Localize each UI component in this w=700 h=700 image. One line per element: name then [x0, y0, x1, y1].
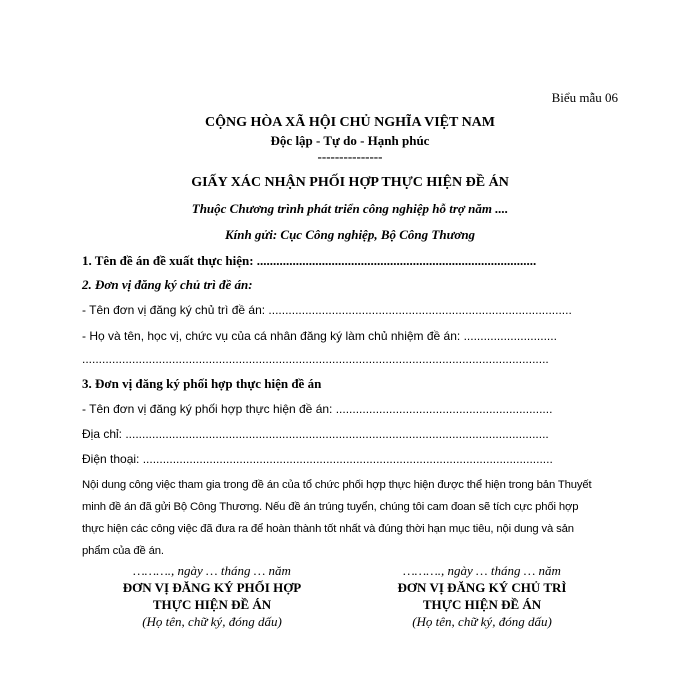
lead-unit-heading: 2. Đơn vị đăng ký chủ trì đề án:: [82, 277, 253, 292]
signature-title: ĐƠN VỊ ĐĂNG KÝ CHỦ TRÌ: [397, 580, 567, 595]
coop-unit-heading: 3. Đơn vị đăng ký phối hợp thực hiện đề án: [82, 376, 322, 391]
document-subtitle: Thuộc Chương trình phát triển công nghiệp hỗ trợ năm ....: [191, 201, 509, 216]
phone-field: Điện thoại: ...........................................................................................................................: [82, 452, 553, 466]
signature-title: THỰC HIỆN ĐỀ ÁN: [422, 597, 542, 612]
project-manager-field: - Họ và tên, học vị, chức vụ của cá nhân đăng ký làm chủ nhiệm đề án: ............................: [82, 329, 557, 343]
document-title: GIẤY XÁC NHẬN PHỐI HỢP THỰC HIỆN ĐỀ ÁN: [191, 175, 509, 190]
recipient-line: Kính gửi: Cục Công nghiệp, Bộ Công Thương: [224, 227, 476, 242]
lead-unit-name-field: - Tên đơn vị đăng ký chủ trì đề án: ...........................................................................................: [82, 303, 572, 317]
commitment-line: minh đề án đã gửi Bộ Công Thương. Nếu đề án trúng tuyển, chúng tôi cam đoan sẽ tích cực phối hợp: [82, 501, 579, 513]
signature-date: ………., ngày … tháng … năm: [133, 563, 291, 578]
commitment-line: phẩm của đề án.: [82, 545, 164, 557]
commitment-paragraph: [82, 474, 618, 562]
national-motto: Độc lập - Tự do - Hạnh phúc: [270, 133, 430, 148]
signature-title: THỰC HIỆN ĐỀ ÁN: [152, 597, 272, 612]
signature-note: (Họ tên, chữ ký, đóng dấu): [142, 614, 282, 629]
coop-unit-name-field: - Tên đơn vị đăng ký phối hợp thực hiện đề án: .................................................................: [82, 402, 553, 416]
address-field: Địa chỉ: ...............................................................................................................................: [82, 427, 549, 441]
lead-unit-signature-block: [352, 562, 612, 630]
signature-date: ………., ngày … tháng … năm: [403, 563, 561, 578]
commitment-line: thực hiện các công việc đã đưa ra để hoàn thành tốt nhất và đúng thời hạn mục tiêu, nội dung và sản: [82, 523, 574, 535]
project-name-field: 1. Tên đề án đề xuất thực hiện: ......................................................................................: [82, 253, 537, 268]
coop-unit-signature-block: [82, 562, 342, 630]
signature-title: ĐƠN VỊ ĐĂNG KÝ PHỐI HỢP: [122, 580, 302, 595]
signature-note: (Họ tên, chữ ký, đóng dấu): [412, 614, 552, 629]
dotted-continuation-line: ............................................................................................................................................: [82, 352, 549, 366]
form-code: Biểu mẫu 06: [551, 90, 618, 105]
header-separator: ---------------: [317, 149, 383, 164]
commitment-line: Nội dung công việc tham gia trong đề án của tổ chức phối hợp thực hiện được thể hiện trong bản Thuyết: [82, 479, 592, 491]
national-title: CỘNG HÒA XÃ HỘI CHỦ NGHĨA VIỆT NAM: [204, 115, 495, 130]
